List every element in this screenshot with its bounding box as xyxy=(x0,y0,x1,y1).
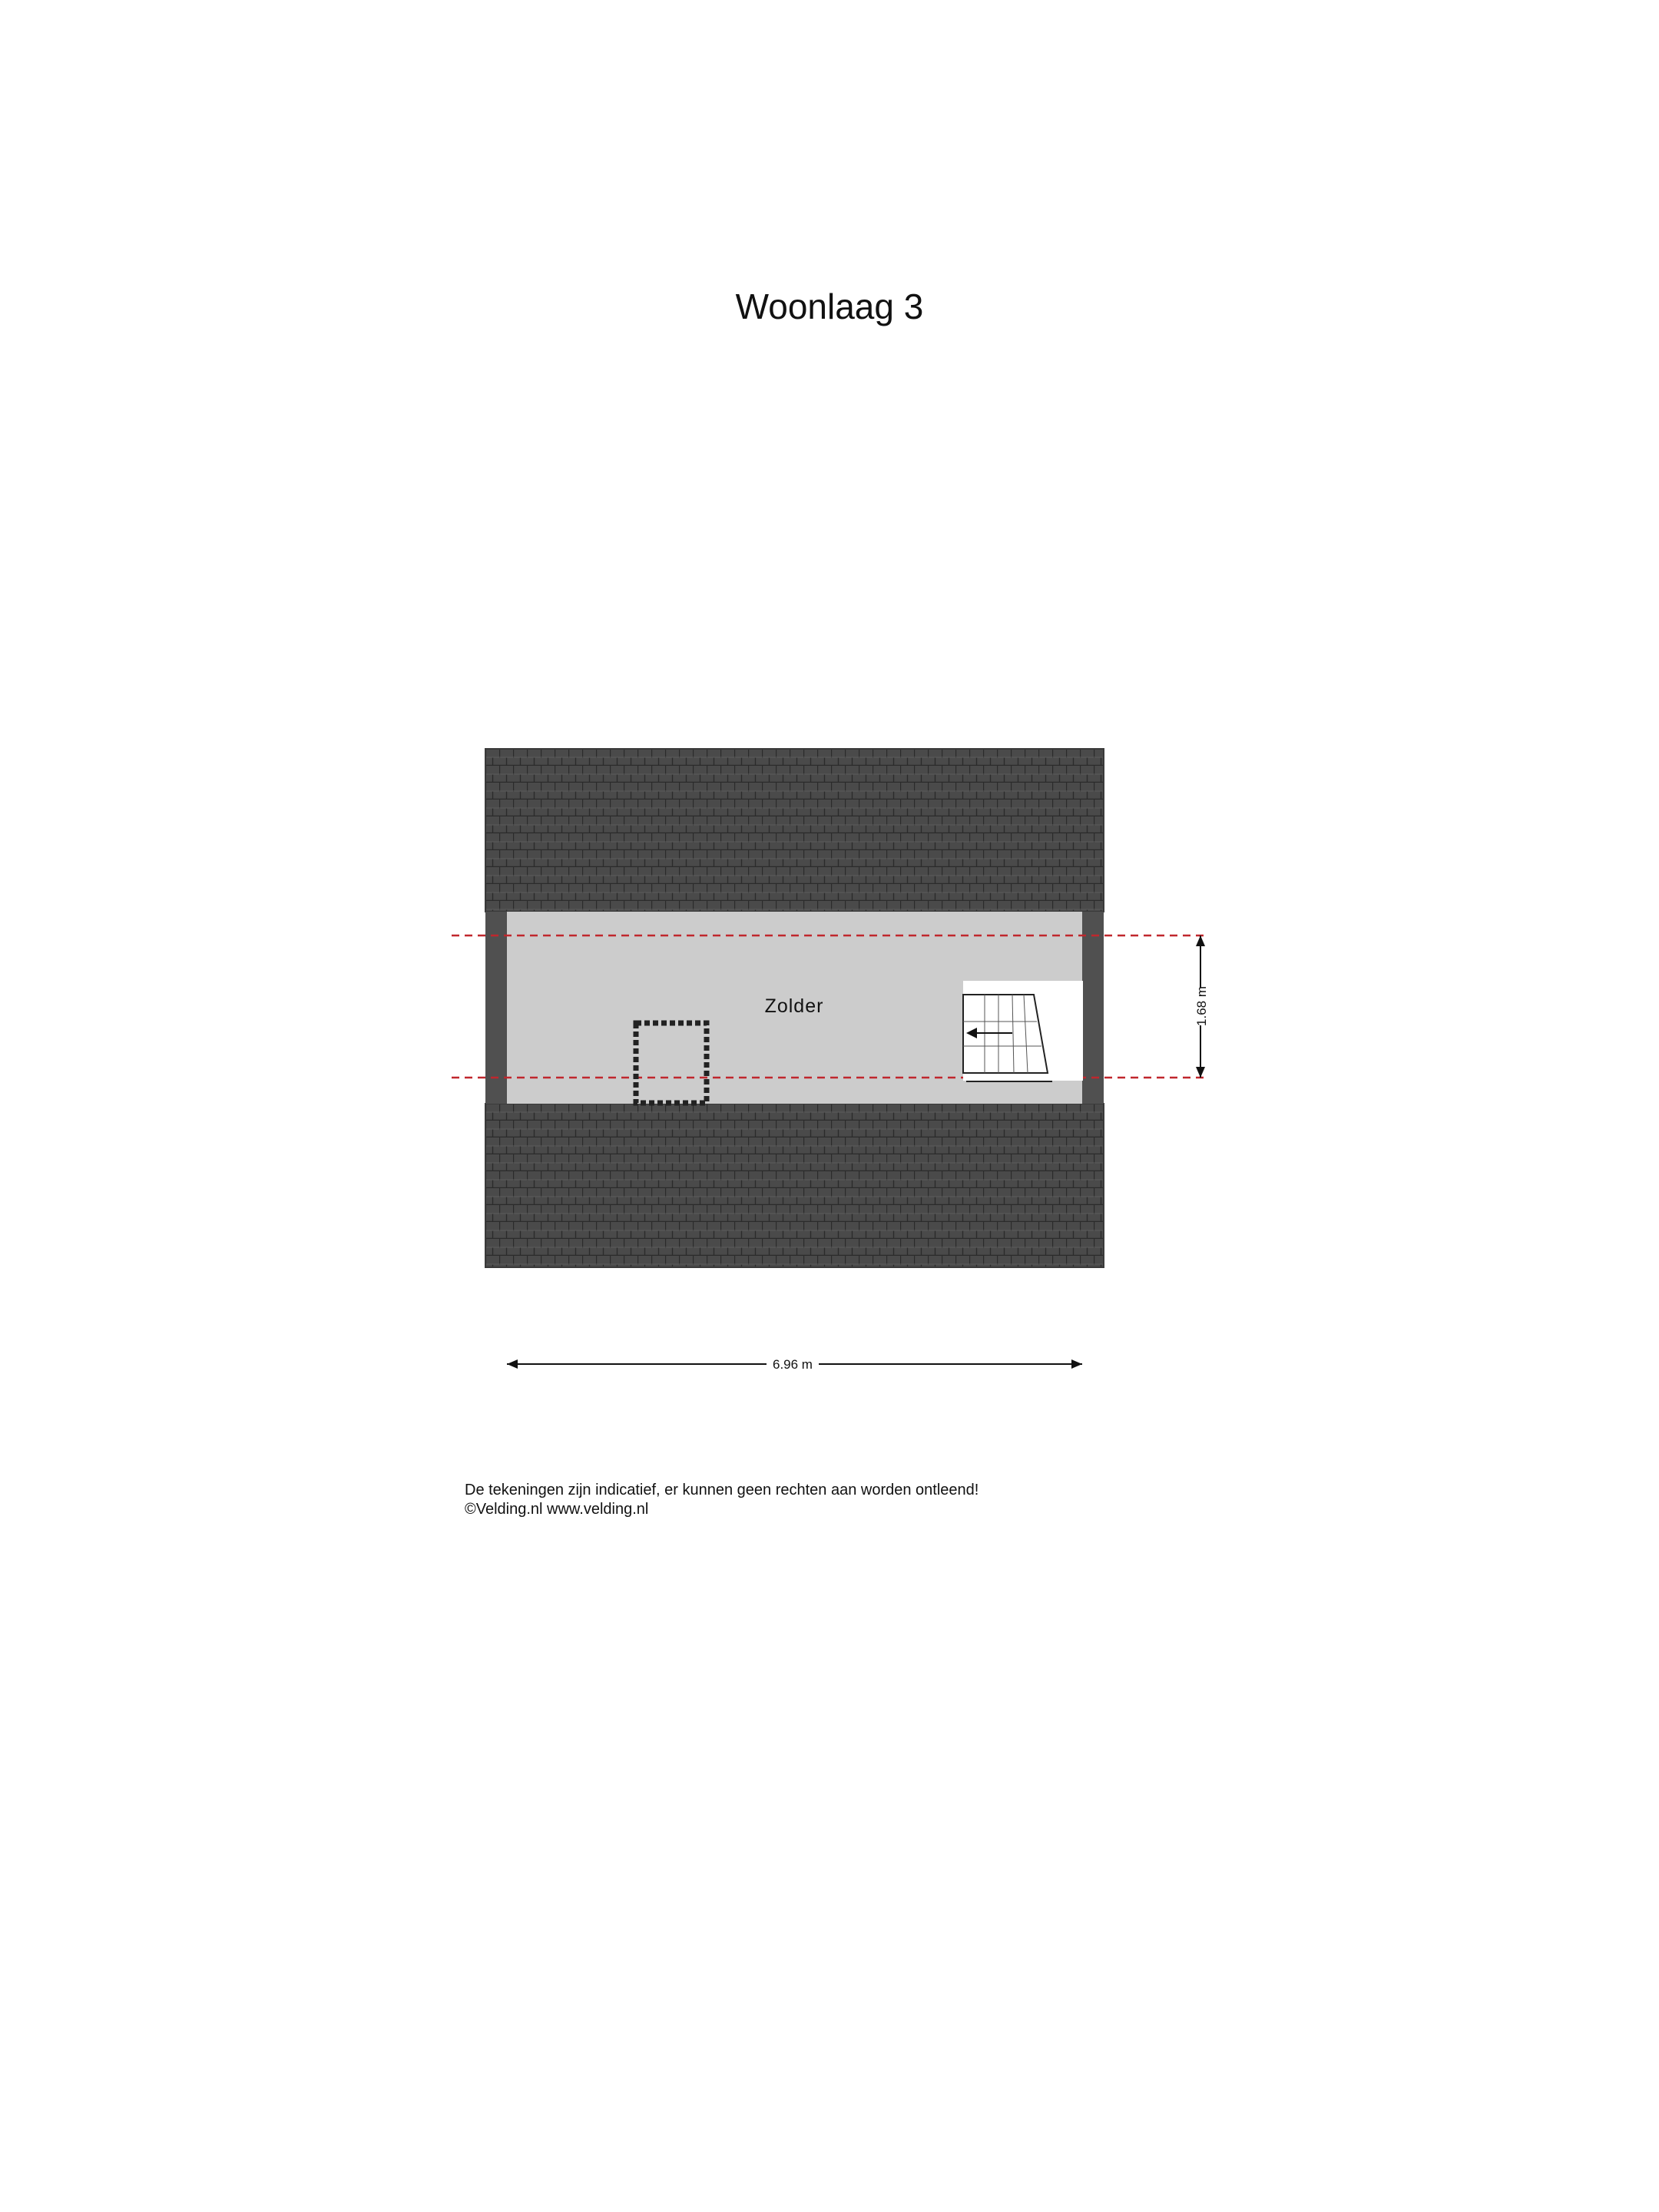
width-dimension-label: 6.96 m xyxy=(773,1357,813,1372)
room-label: Zolder xyxy=(764,995,824,1017)
disclaimer-text: De tekeningen zijn indicatief, er kunnen geen rechten aan worden ontleend! xyxy=(465,1482,979,1498)
roof-bottom xyxy=(485,1104,1104,1267)
staircase xyxy=(963,981,1083,1081)
copyright-text: ©Velding.nl www.velding.nl xyxy=(465,1501,649,1518)
wall-left xyxy=(485,912,507,1104)
roof-top xyxy=(485,749,1104,912)
disclaimer xyxy=(465,1481,979,1519)
page-title: Woonlaag 3 xyxy=(735,286,924,326)
wall-right xyxy=(1082,912,1104,1104)
width-dimension xyxy=(507,1357,1082,1372)
height-dimension-label: 1.68 m xyxy=(1194,986,1209,1026)
height-dimension xyxy=(1194,935,1209,1078)
